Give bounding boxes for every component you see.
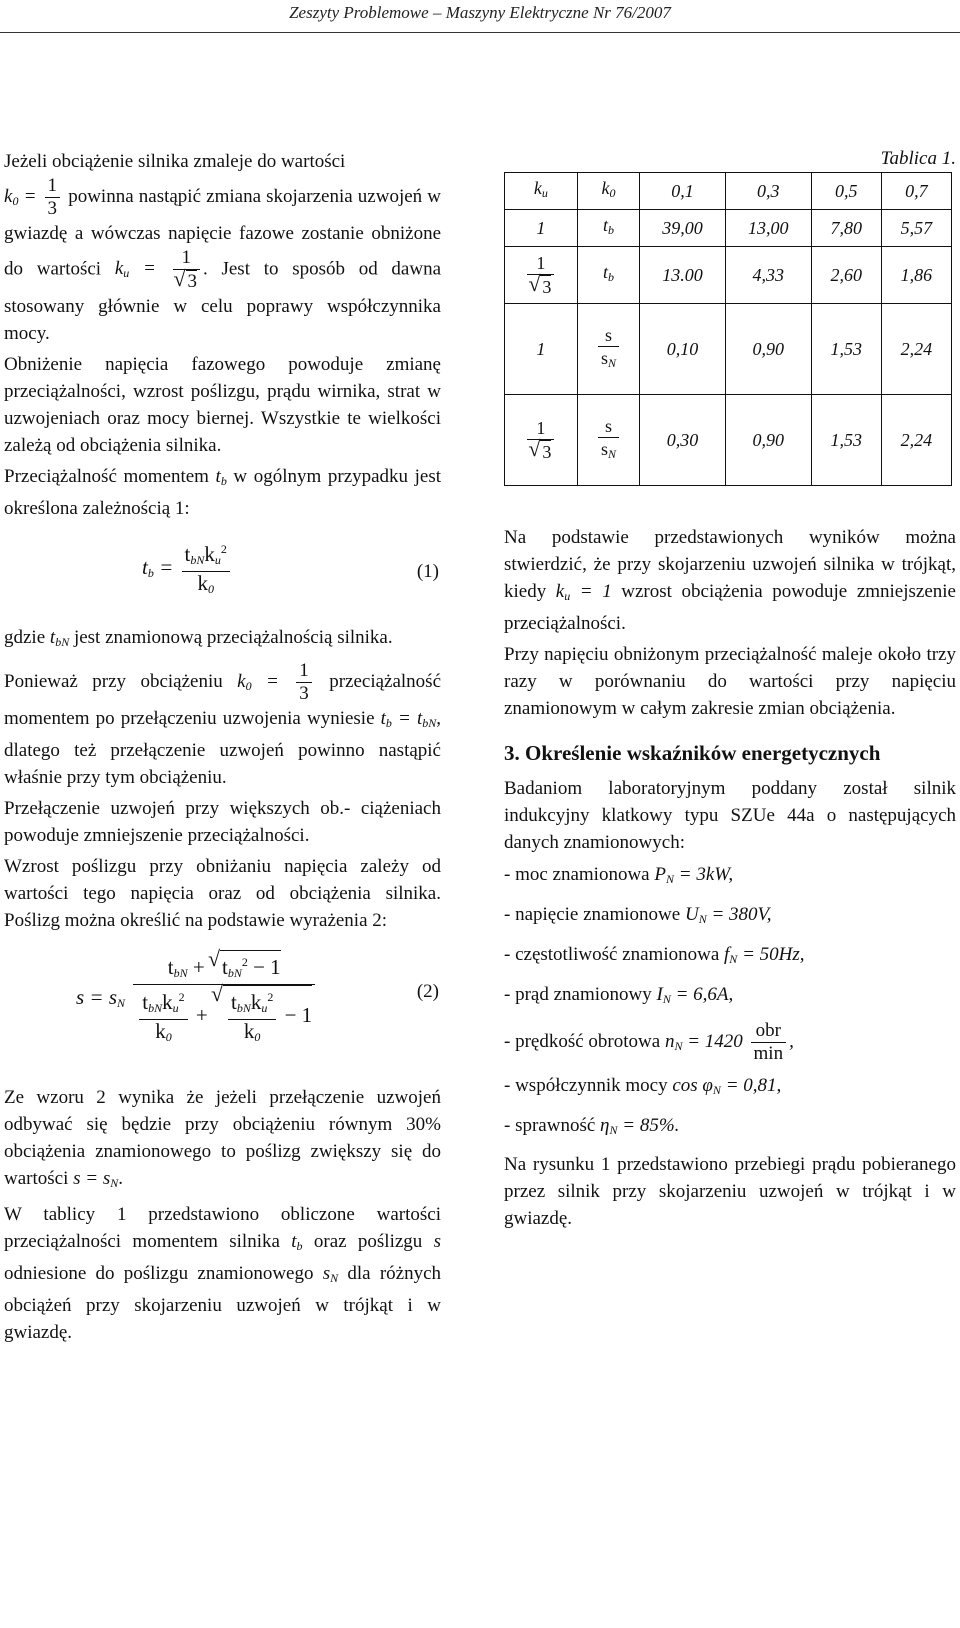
ku-expression: $k_u$ = 1 √ 3 [115, 258, 203, 279]
paragraph-conclusion: Ze wzoru 2 wynika że jeżeli przełączenie uzwojeń odbywać się będzie przy obciążeniu równym 30% obciążenia znamionowego to poślizg zwiększy się do wartości $s = s_N$. [4, 1087, 441, 1190]
equation-2 [4, 948, 441, 1066]
results-table [504, 172, 952, 486]
table-row: 1 $\frac{s}{s_N}$ 0,10 0,90 1,53 2,24 [505, 304, 952, 395]
equation-1 [4, 534, 441, 612]
equation-2-body: $s = s_N$ $t_{bN}$ + √ $t_{bN}^2 - 1$ $\frac{t_{bN}k_u^2}{k_0}$ + √ $\frac{t_{bN}k_u^2}{k_0}$ − 1 [76, 950, 318, 1048]
spec-frequency: - częstotliwość znamionowa $f_N = 50Hz$, [504, 944, 805, 966]
section-title: 3. Określenie wskaźników energetycznych [504, 741, 881, 765]
paragraph-since: Ponieważ przy obciążeniu $k_0$ = $\frac{1}{3}$ przeciążalność momentem po przełączeniu uzwojenia wyniesie $t_b = t_{bN}$, dlatego też przełączenie uzwojeń powinno nastąpić właśnie przy tym obciążeniu. [4, 660, 441, 788]
paragraph-table-ref: W tablicy 1 przedstawiono obliczone wartości przeciążalności momentem silnika $t_b$ oraz poślizgu s odniesione do poślizgu znamionowego $s_N$ dla różnych obciążeń przy skojarzeniu uzwojeń w trójkąt i w gwiazdę. [4, 1204, 442, 1343]
table-row: 1 √ 3 $\frac{s}{s_N}$ 0,30 0,90 1,53 2,24 [505, 395, 952, 486]
paragraph-results: Na podstawie przedstawionych wyników można stwierdzić, że przy skojarzeniu uzwojeń silnika w trójkąt, kiedy $k_u = 1$ wzrost obciążenia powoduje zmniejszenie przeciążalności. [504, 527, 956, 634]
spec-voltage: - napięcie znamionowe $U_N = 380V$, [504, 904, 772, 926]
paragraph-switching: Przełączenie uzwojeń przy większych ob.- ciążeniach powoduje zmniejszenie przeciążalności. [4, 798, 441, 846]
header-rule [0, 32, 960, 33]
paragraph-where: gdzie $t_{bN}$ jest znamionową przeciążalnością silnika. [4, 627, 393, 649]
paragraph-slip: Wzrost poślizgu przy obniżaniu napięcia zależy od wartości tego napięcia oraz od obciążenia silnika. Poślizg można określić na podstawie wyrażenia 2: [4, 856, 441, 931]
table-row: 1 $t_b$ 39,00 13,00 7,80 5,57 [505, 210, 952, 247]
paragraph-intro: Jeżeli obciążenie silnika zmaleje do wartości $k_0$ = $\frac{1}{3}$ powinna nastąpić zmiana skojarzenia uzwojeń w gwiazdę a wówczas napięcie fazowe zostanie obniżone do wartości $k_u$ = 1 √ 3 . Jest to sposób od dawna stosowany głównie w celu poprawy współczynnika mocy. [4, 148, 441, 347]
left-column [4, 148, 441, 1350]
paragraph-effects: Obniżenie napięcia fazowego powoduje zmianę przeciążalności, wzrost poślizgu, prądu wirnika, strat w uzwojeniach oraz mocy biernej. Wszystkie te wielkości zależą od obciążenia silnika. [4, 354, 441, 456]
equation-2-number: (2) [416, 981, 439, 1002]
k0-expression: $k_0$ = $\frac{1}{3}$ [4, 186, 63, 207]
table-caption: Tablica 1. [880, 148, 956, 169]
running-header: Zeszyty Problemowe – Maszyny Elektryczne Nr 76/2007 [289, 3, 671, 22]
paragraph-figure-ref: Na rysunku 1 przedstawiono przebiegi prądu pobieranego przez silnik przy skojarzeniu uzwojeń w trójkąt i w gwiazdę. [504, 1154, 956, 1229]
paragraph-overload: Przeciążalność momentem $t_b$ w ogólnym przypadku jest określona zależnością 1: [4, 466, 442, 519]
spec-power-factor: - współczynnik mocy $\cos \varphi_N = 0,81$, [504, 1075, 782, 1097]
spec-power: - moc znamionowa $P_N = 3kW$, [504, 864, 734, 886]
table-row: 1 √ 3 $t_b$ 13.00 4,33 2,60 1,86 [505, 247, 952, 304]
right-column [504, 148, 956, 1236]
spec-efficiency: - sprawność $\eta_N = 85\%$. [504, 1115, 680, 1137]
table-header-row: $k_u$ $k_0$ 0,1 0,3 0,5 0,7 [505, 173, 952, 210]
paragraph-lab: Badaniom laboratoryjnym poddany został silnik indukcyjny klatkowy typu SZUe 44a o następujących danych znamionowych: [504, 778, 956, 853]
spec-speed: - prędkość obrotowa $n_N = 1420$ $\frac{\text{obr}}{\min}$ , [504, 1020, 794, 1064]
spec-current: - prąd znamionowy $I_N = 6,6A$, [504, 984, 734, 1006]
equation-1-body: $t_b$ = $\frac{t_{bN}k_u^2}{k_0}$ [142, 538, 233, 600]
equation-1-number: (1) [416, 561, 439, 582]
paragraph-reduced-voltage: Przy napięciu obniżonym przeciążalność maleje około trzy razy w porównaniu do wartości przy napięciu znamionowym w całym zakresie zmian obciążenia. [504, 644, 956, 719]
